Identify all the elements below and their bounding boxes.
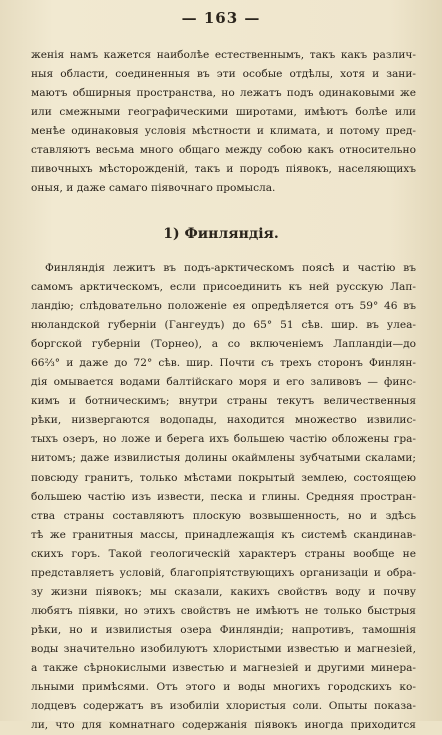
paragraph-finland [31,259,416,735]
text-line: нюландской губерніи (Гангеудъ) до 65° 51 сѣв. шир. въ улеа- [31,319,416,332]
text-line: льными примѣсями. Отъ этого и воды многихъ городскихъ ко- [31,681,416,694]
paragraph-continued [31,46,416,198]
text-line: ставляютъ весьма много общаго между собою какъ относительно [31,144,416,157]
text-line: ныя области, соединенныя въ эти особые отдѣлы, хотя и зани- [31,68,416,81]
text-line: нитомъ; даже извилистыя долины окаймлены зубчатыми скалами; [31,452,416,465]
text-line: зу жизни піявокъ; мы сказали, какихъ свойствъ воду и почву [31,585,416,598]
text-line: маютъ обширныя пространства, но лежатъ подъ одинаковыми же [31,87,416,100]
text-line: ства страны составляютъ плоскую возвышенность, но и здѣсь [31,509,416,522]
text-line: боргской губерніи (Торнео), а со включеніемъ Лапландіи—до [31,338,416,351]
text-line: самомъ арктическомъ, если присоединить къ ней русскую Лап- [31,281,416,294]
text-line: женія намъ кажется наиболѣе естественнымъ, такъ какъ различ- [31,49,416,61]
text-line: любятъ піявки, но этихъ свойствъ не имѣютъ не только быстрыя [31,604,416,617]
text-line: ли, что для комнатнаго содержанія піявокъ иногда приходится [31,719,416,732]
text-line: 66⅔° и даже до 72° сѣв. шир. Почти съ трехъ сторонъ Финлян- [31,357,416,370]
text-line: тѣ же гранитныя массы, принадлежащія къ системѣ скандинав- [31,528,416,541]
page-number: — 163 — [181,9,261,27]
text-line: воды значительно изобилуютъ хлористыми известью и магнезіей, [31,642,416,655]
text-line: большею частію изъ извести, песка и глины. Средняя простран- [31,490,416,503]
text-line: рѣки, низвергаются водопады, находится множество извилис- [31,414,416,427]
text-line: а также сѣрнокислыми известью и магнезіей и другими минера- [31,661,416,674]
text-line: лодцевъ содержатъ въ изобиліи хлористыя соли. Опыты показа- [31,700,416,713]
text-line: оныя, и даже самаго піявочнаго промысла. [31,182,276,195]
section-heading: 1) Финляндія. [163,226,279,242]
text-line: повсюду гранитъ, только мѣстами покрытый землею, состоящею [31,471,416,484]
text-line: представляетъ условій, благопріятствующихъ организаціи и обра- [31,566,416,579]
text-line: или смежными географическими широтами, имѣютъ болѣе или [31,106,416,119]
text-line: дія омывается водами балтійскаго моря и его заливовъ — финс- [31,376,416,389]
text-line: скихъ горъ. Такой геологическій характеръ страны вообще не [31,547,416,560]
text-line: пивочныхъ мѣсторожденій, такъ и породъ піявокъ, населяющихъ [31,163,416,176]
text-line: ландію; слѣдовательно положеніе ея опредѣляется отъ 59° 46 въ [31,300,416,313]
text-line: тыхъ озеръ, но ложе и берега ихъ большею частію обложены гра- [31,433,416,446]
text-line: Финляндія лежитъ въ подъ-арктическомъ поясѣ и частію въ [45,262,416,274]
text-line: менѣе одинаковыя условія мѣстности и климата, и потому пред- [31,125,416,138]
text-line: кимъ и ботническимъ; внутри страны текутъ величественныя [31,395,416,408]
text-line: рѣки, но и извилистыя озера Финляндіи; напротивъ, тамошнія [31,623,416,636]
